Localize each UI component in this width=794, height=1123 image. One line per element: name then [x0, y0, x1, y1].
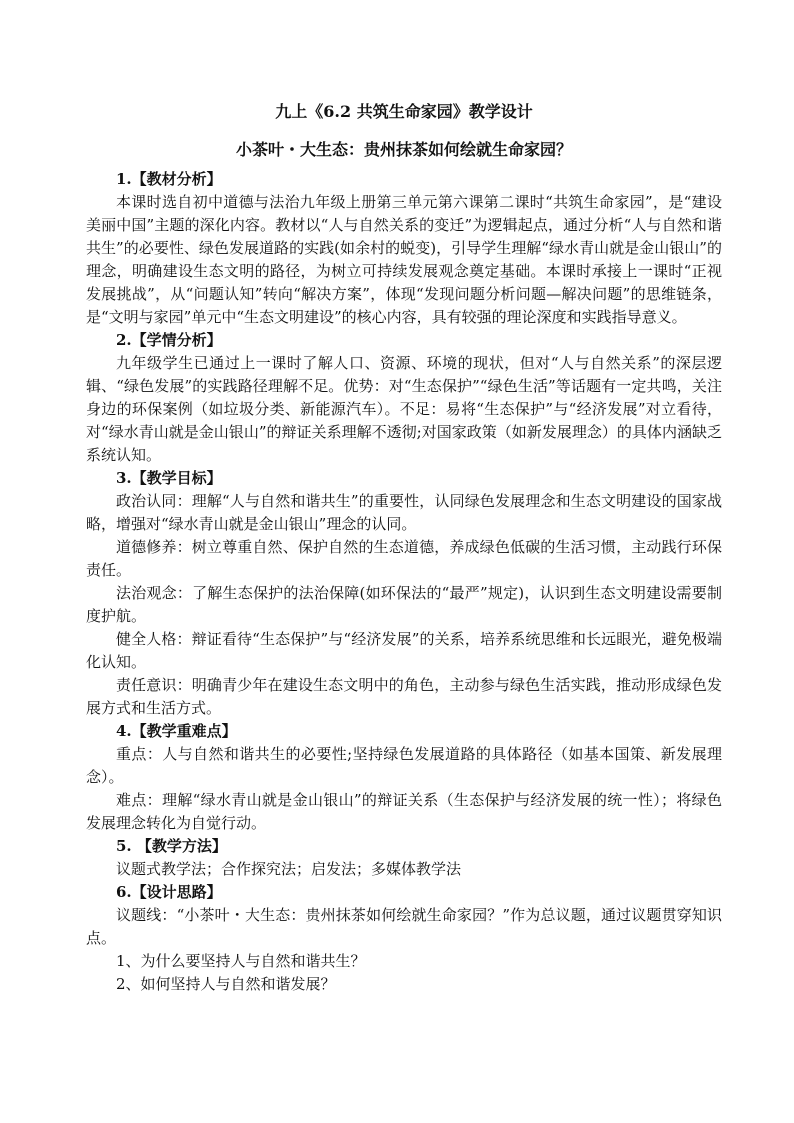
key-point: 重点：人与自然和谐共生的必要性;坚持绿色发展道路的具体路径（如基本国策、新发展理念）。	[86, 745, 722, 786]
section-teaching-goals	[86, 467, 722, 720]
goal-legal: 法治观念：了解生态保护的法治保障(如环保法的“最严”规定)，认识到生态文明建设需要制度护航。	[86, 584, 722, 625]
section-paragraph: 本课时选自初中道德与法治九年级上册第三单元第六课第二课时“共筑生命家园”，是“建设美丽中国”主题的深化内容。教材以“人与自然关系的变迁”为逻辑起点，通过分析“人与自然和谐共生”的必要性、绿色发展道路的实践(如余村的蜕变)，引导学生理解“绿水青山就是金山银山”的理念，明确建设生态文明的路径，为树立可持续发展观念奠定基础。本课时承接上一课时“正视发展挑战”，从“问题认知”转向“解决方案”，体现“发现问题分析问题—解决问题”的思维链条，是“文明与家园”单元中“生态文明建设”的核心内容，具有较强的理论深度和实践指导意义。	[86, 193, 722, 326]
document-content	[86, 100, 722, 996]
section-heading: 6.【设计思路】	[116, 883, 222, 901]
difficult-point: 难点：理解“绿水青山就是金山银山”的辩证关系（生态保护与经济发展的统一性）；将绿色发展理念转化为自觉行动。	[86, 791, 722, 832]
section-heading: 3.【教学目标】	[116, 469, 222, 487]
document-subtitle: 小茶叶・大生态：贵州抹茶如何绘就生命家园？	[235, 140, 572, 159]
section-heading: 2.【学情分析】	[116, 331, 222, 349]
section-paragraph: 议题线：“小茶叶・大生态：贵州抹茶如何绘就生命家园？”作为总议题，通过议题贯穿知识点。	[86, 906, 722, 947]
section-design-idea	[86, 881, 722, 996]
goal-responsibility: 责任意识：明确青少年在建设生态文明中的角色，主动参与绿色生活实践，推动形成绿色发展方式和生活方式。	[86, 676, 722, 717]
section-heading: 4.【教学重难点】	[116, 722, 237, 740]
goal-political: 政治认同：理解“人与自然和谐共生”的重要性，认同绿色发展理念和生态文明建设的国家战略，增强对“绿水青山就是金山银山”理念的认同。	[86, 492, 722, 533]
section-textbook-analysis	[86, 168, 722, 329]
document-title: 九上《6.2 共筑生命家园》教学设计	[275, 102, 533, 121]
list-item: 2、如何坚持人与自然和谐发展？	[116, 975, 336, 993]
section-key-points	[86, 720, 722, 835]
section-teaching-methods	[86, 835, 722, 881]
section-heading: 5. 【教学方法】	[116, 837, 227, 855]
section-student-analysis	[86, 329, 722, 467]
list-item: 1、为什么要坚持人与自然和谐共生？	[116, 952, 366, 970]
section-heading: 1.【教材分析】	[116, 170, 222, 188]
goal-moral: 道德修养：树立尊重自然、保护自然的生态道德，养成绿色低碳的生活习惯，主动践行环保责任。	[86, 538, 722, 579]
section-paragraph: 议题式教学法；合作探究法；启发法；多媒体教学法	[116, 860, 462, 878]
section-paragraph: 九年级学生已通过上一课时了解人口、资源、环境的现状，但对“人与自然关系”的深层逻辑、“绿色发展”的实践路径理解不足。优势：对“生态保护”“绿色生活”等话题有一定共鸣，关注身边的环保案例（如垃圾分类、新能源汽车）。不足：易将“生态保护”与“经济发展”对立看待，对“绿水青山就是金山银山”的辩证关系理解不透彻;对国家政策（如新发展理念）的具体内涵缺乏系统认知。	[86, 354, 722, 464]
goal-personality: 健全人格：辩证看待“生态保护”与“经济发展”的关系，培养系统思维和长远眼光，避免极端化认知。	[86, 630, 722, 671]
